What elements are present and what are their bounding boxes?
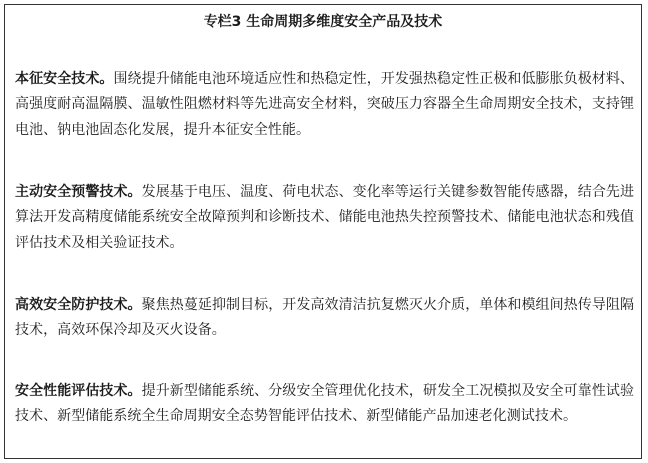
section-body: 提升新型储能系统、分级安全管理优化技术，研发全工况模拟及安全可靠性试验技术、新型储能系统全生命周期安全态势智能评估技术、新型储能产品加速老化测试技术。 (15, 383, 635, 425)
section-protection (15, 293, 634, 344)
section-intrinsic-safety (15, 67, 634, 143)
section-heading: 高效安全防护技术。 (15, 297, 142, 313)
section-heading: 安全性能评估技术。 (15, 383, 142, 399)
section-active-warning (15, 180, 634, 256)
section-evaluation (15, 379, 634, 430)
section-body: 围绕提升储能电池环境适应性和热稳定性，开发强热稳定性正极和低膨胀负极材料、高强度耐高温隔膜、温敏性阻燃材料等先进高安全材料，突破压力容器全生命周期安全技术，支持锂电池、钠电池固态化发展，提升本征安全性能。 (15, 71, 634, 138)
section-body: 发展基于电压、温度、荷电状态、变化率等运行关键参数智能传感器，结合先进算法开发高精度储能系统安全故障预判和诊断技术、储能电池热失控预警技术、储能电池状态和残值评估技术及相关验证技术。 (15, 184, 635, 251)
box-title: 专栏3 生命周期多维度安全产品及技术 (203, 14, 443, 30)
sidebar-box (4, 4, 642, 459)
section-heading: 主动安全预警技术。 (15, 184, 142, 200)
section-heading: 本征安全技术。 (15, 71, 114, 87)
section-body: 聚焦热蔓延抑制目标，开发高效清洁抗复燃灭火介质，单体和模组间热传导阻隔技术，高效环保冷却及灭火设备。 (15, 297, 635, 339)
